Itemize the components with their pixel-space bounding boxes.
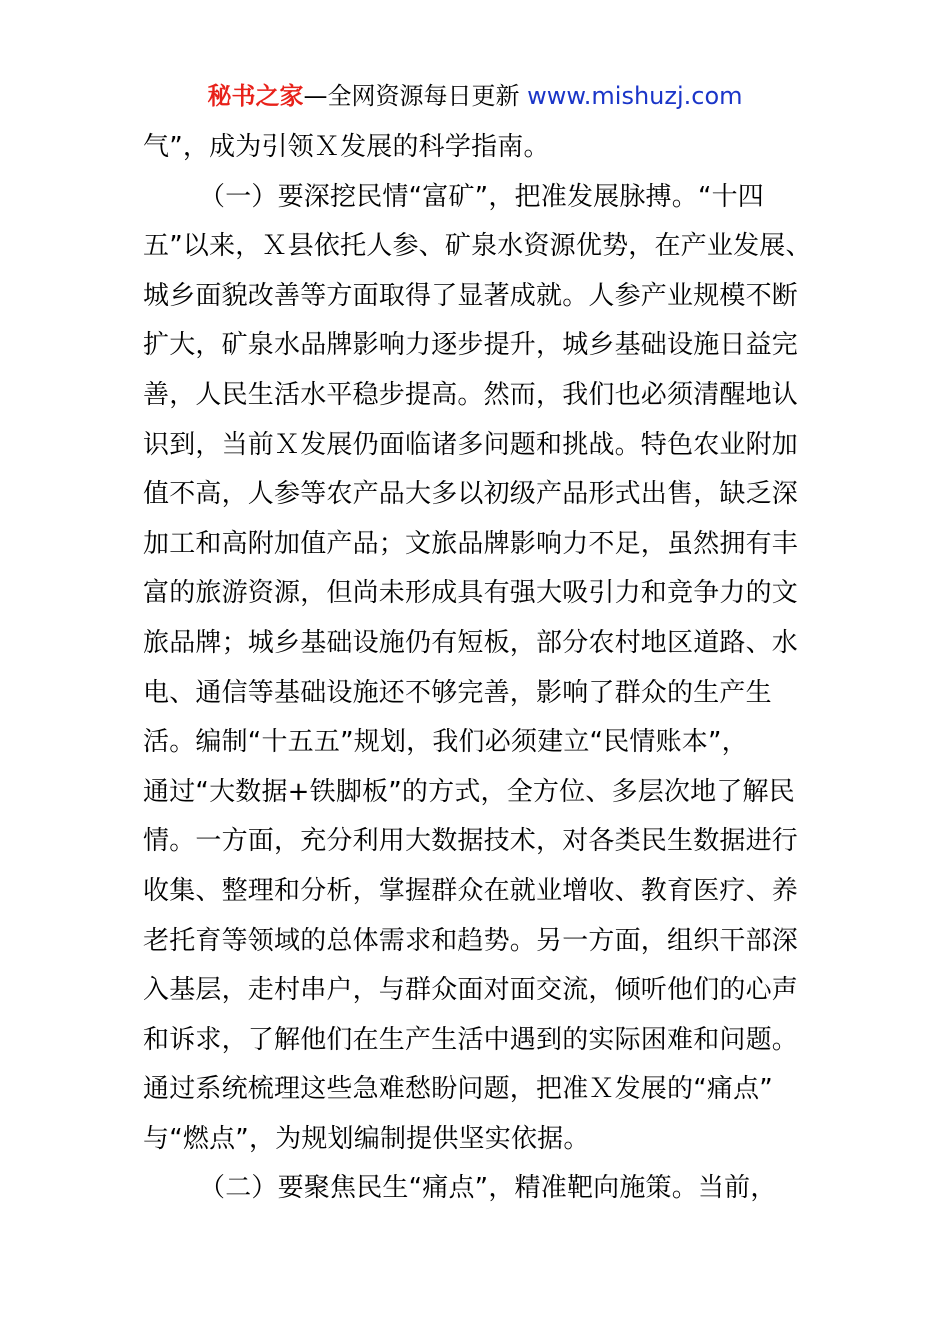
site-brand: 秘书之家: [207, 82, 304, 110]
text-line-16: 收集、整理和分析，掌握群众在就业增收、教育医疗、养: [143, 875, 799, 906]
text-line-7: 识到，当前Ｘ发展仍面临诸多问题和挑战。特色农业附加: [143, 429, 799, 460]
text-line-10: 富的旅游资源，但尚未形成具有强大吸引力和竞争力的文: [143, 578, 799, 609]
text-line-17: 老托育等领域的总体需求和趋势。另一方面，组织干部深: [143, 925, 799, 956]
text-line-11: 旅品牌；城乡基础设施仍有短板，部分农村地区道路、水: [143, 627, 799, 658]
text-line-1: 气”，成为引领Ｘ发展的科学指南。: [143, 132, 550, 162]
text-line-8: 值不高，人参等农产品大多以初级产品形式出售，缺乏深: [143, 479, 799, 510]
text-line-3: 五”以来，Ｘ县依托人参、矿泉水资源优势，在产业发展、: [143, 231, 812, 262]
text-line-22: （二）要聚焦民生“痛点”，精准靶向施策。当前，: [199, 1173, 777, 1204]
site-header: [0, 80, 950, 112]
text-line-20: 通过系统梳理这些急难愁盼问题，把准Ｘ发展的“痛点”: [143, 1074, 773, 1105]
text-line-6: 善，人民生活水平稳步提高。然而，我们也必须清醒地认: [143, 379, 799, 410]
text-line-15: 情。一方面，充分利用大数据技术，对各类民生数据进行: [143, 826, 799, 857]
text-line-18: 入基层，走村串户，与群众面对面交流，倾听他们的心声: [143, 975, 799, 1006]
text-line-13: 活。编制“十五五”规划，我们必须建立“民情账本”，: [143, 727, 748, 758]
text-line-2: （一）要深挖民情“富矿”，把准发展脉搏。“十四: [199, 181, 765, 212]
text-line-12: 电、通信等基础设施还不够完善，影响了群众的生产生: [143, 677, 772, 708]
site-tagline: —全网资源每日更新: [303, 82, 528, 110]
text-line-21: 与“燃点”，为规划编制提供坚实依据。: [143, 1123, 590, 1154]
text-line-9: 加工和高附加值产品；文旅品牌影响力不足，虽然拥有丰: [143, 528, 799, 559]
text-line-19: 和诉求，了解他们在生产生活中遇到的实际困难和问题。: [143, 1024, 799, 1055]
document-body: [143, 123, 812, 1214]
site-url-link[interactable]: www.mishuzj.com: [527, 82, 743, 110]
text-line-5: 扩大，矿泉水品牌影响力逐步提升，城乡基础设施日益完: [143, 330, 799, 361]
text-line-14: 通过“大数据+铁脚板”的方式，全方位、多层次地了解民: [143, 776, 795, 807]
text-line-4: 城乡面貌改善等方面取得了显著成就。人参产业规模不断: [143, 280, 799, 311]
